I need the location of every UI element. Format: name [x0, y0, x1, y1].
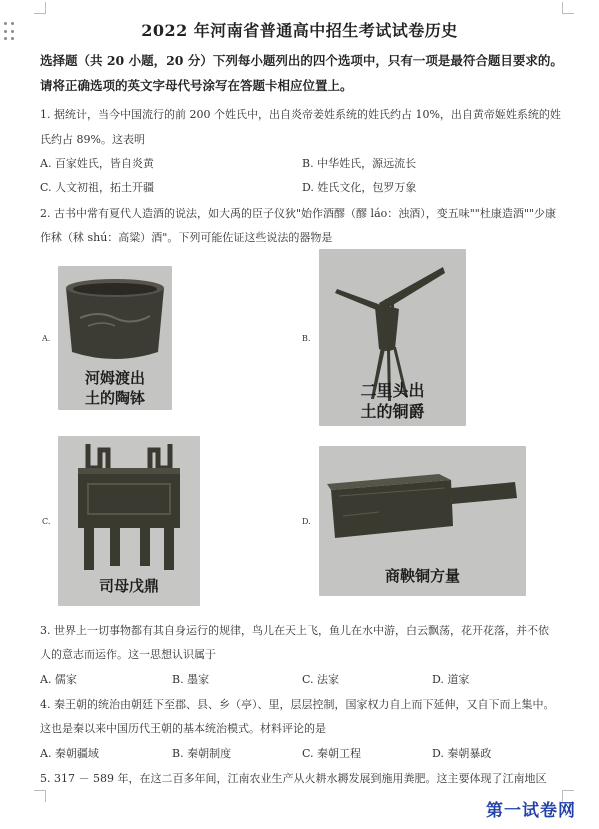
- q2-image-a-caption-2: 土的陶钵: [84, 389, 145, 407]
- watermark-logo: 第一试卷网: [486, 801, 576, 821]
- page-corner-mark: [34, 790, 46, 802]
- q2-image-c-label: C.: [42, 517, 51, 526]
- q4-option-a: A. 秦朝疆域: [40, 747, 99, 760]
- q2-image-b-caption-1: 二里头出: [360, 381, 425, 400]
- q4-stem-line-2: 这也是秦以来中国历代王朝的基本统治模式。材料评论的是: [40, 722, 326, 735]
- q1-option-b: B. 中华姓氏，源远流长: [302, 157, 417, 170]
- q4-stem-line-1: 4. 秦王朝的统治由朝廷下至郡、县、乡（亭）、里，层层控制，国家权力自上而下延伸，又自下而上集中。: [40, 698, 555, 711]
- q3-option-d: D. 道家: [432, 673, 470, 686]
- q2-image-d-shangyang-measure: [319, 446, 526, 596]
- q2-stem-line-2: 作秫（秫 shú：高粱）酒"。下列可能佐证这些说法的器物是: [40, 231, 333, 244]
- q2-image-a-label: A.: [42, 334, 51, 343]
- q4-option-c: C. 秦朝工程: [302, 747, 362, 760]
- q2-image-d-label: D.: [302, 517, 311, 526]
- q3-stem-line-2: 人的意志而运作。这一思想认识属于: [40, 648, 216, 661]
- q4-option-b: B. 秦朝制度: [172, 747, 232, 760]
- q2-stem-line-1: 2. 古书中常有夏代人造酒的说法，如大禹的臣子仪狄"始作酒醪（醪 láo：浊酒），变五味""杜康造酒""少康: [40, 207, 556, 220]
- page-corner-mark: [34, 2, 46, 14]
- q2-image-b-label: B.: [302, 334, 311, 343]
- q1-option-a: A. 百家姓氏，皆自炎黄: [40, 157, 154, 170]
- q2-image-b-bronze-jue: [319, 249, 466, 426]
- page-title: 2022 年河南省普通高中招生考试试卷历史: [141, 21, 458, 40]
- q1-stem-line-1: 1. 据统计，当今中国流行的前 200 个姓氏中，出自炎帝姜姓系统的姓氏约占 10%，出自黄帝姬姓系统的姓: [40, 108, 561, 121]
- q3-option-a: A. 儒家: [40, 673, 77, 686]
- instructions-line-2: 请将正确选项的英文字母代号涂写在答题卡相应位置上。: [40, 78, 353, 93]
- q5-stem-line-1: 5. 317 － 589 年，在这二百多年间，江南农业生产从火耕水耨发展到施用粪肥。这主要体现了江南地区: [40, 772, 547, 785]
- q2-image-c-caption: 司母戊鼎: [98, 577, 159, 595]
- instructions-line-1: 选择题（共 20 小题，20 分）下列每小题列出的四个选项中，只有一项是最符合题目要求的。: [40, 53, 563, 68]
- q2-image-c-simuwu-ding: [58, 436, 200, 606]
- q2-image-a-caption-1: 河姆渡出: [84, 369, 145, 387]
- q3-option-b: B. 墨家: [172, 673, 210, 686]
- q1-option-c: C. 人文初祖，拓土开疆: [40, 181, 155, 194]
- q3-option-c: C. 法家: [302, 673, 340, 686]
- q2-image-b-caption-2: 土的铜爵: [360, 402, 425, 421]
- q2-image-d-caption: 商鞅铜方量: [384, 567, 460, 585]
- q2-image-a-pottery-bowl: [58, 266, 172, 410]
- page-corner-mark: [562, 2, 574, 14]
- q4-option-d: D. 秦朝暴政: [432, 747, 492, 760]
- q1-stem-line-2: 氏约占 89%。这表明: [40, 133, 145, 146]
- q3-stem-line-1: 3. 世界上一切事物都有其自身运行的规律，鸟儿在天上飞，鱼儿在水中游，白云飘荡，花开花落，并不依: [40, 624, 549, 637]
- q1-option-d: D. 姓氏文化，包罗万象: [302, 181, 417, 194]
